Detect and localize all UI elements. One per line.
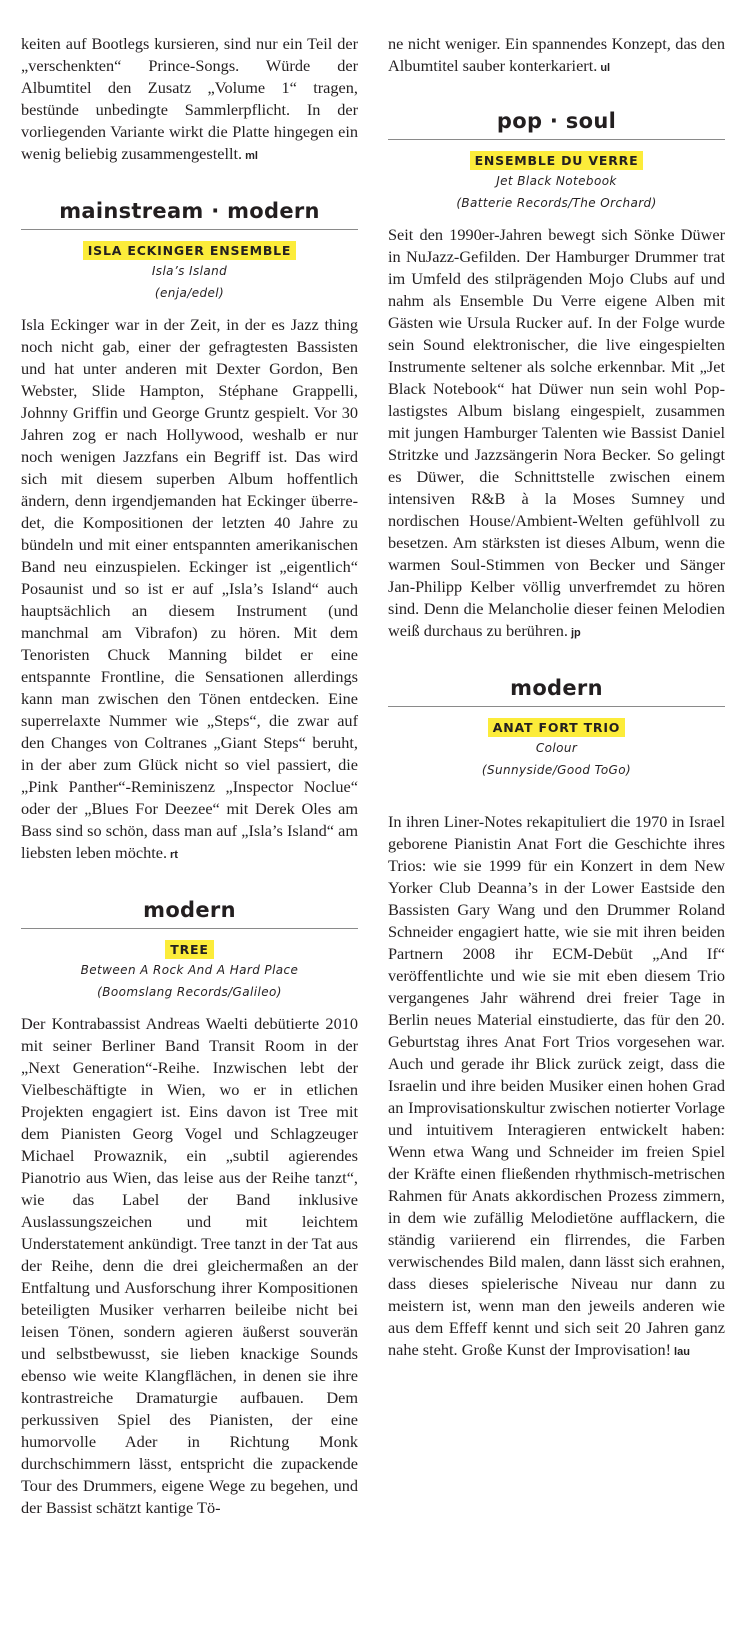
record-label: (Batterie Records/The Orchard): [456, 196, 657, 210]
album-title: Colour: [535, 741, 578, 755]
record-label: (enja/edel): [154, 286, 225, 300]
review-text: Isla Eckinger war in der Zeit, in der es Jazz thing noch nicht gab, einer der gefragtesten Bassisten und hat unter anderen mit Dexter Gordon, Ben Webster, Slide Hampton, Stéphane Grappelli, Johnny Griffin und George Gruntz gespielt. Vor 30 Jahren zog er nach Hollywood, weshalb er nur noch wenigen Jazzfans ein Begriff ist. Das wird sich mit diesem superben Album hoffentlich ändern, denn irgendjemanden hat Eckinger überredet, die Kompositionen der letzten 40 Jahre zu bündeln und mit einer entspannten amerikanischen Band neu einzuspielen. Eckinger ist „eigentlich“ Posaunist und so ist er auf „Isla’s Island“ auch hauptsächlich an diesem Instrument (und manchmal am Vibrafon) zu hören. Mit dem Tenoristen Chuck Manning bildet er eine entspannte Frontline, die Sensationen allerdings kann man zwischen den Tönen entdecken. Eine superrelaxte Nummer wie „Steps“, die zwar auf den Changes von Coltranes „Giant Steps“ beruht, in der aber zum Glück nicht so viel passiert, die „Pink Panther“-Reminiszenz „Inspector Noclue“ oder der „Blues For Deezee“ mit Derek Oles am Bass sind so schön, dass man auf „Isla’s Island“ am liebsten leben möchte.: [21, 315, 358, 862]
section-heading: pop · soul: [388, 109, 725, 140]
review-anat-fort-trio: [388, 676, 725, 1363]
review-continuation: [21, 33, 358, 167]
author-initials: jp: [570, 627, 581, 639]
album-title: Isla’s Island: [151, 264, 228, 278]
review-text: ne nicht weniger. Ein spannendes Konzept, das den Albumtitel sauber konterkariert.: [388, 34, 725, 75]
artist-name: ISLA ECKINGER ENSEMBLE: [83, 241, 297, 260]
review-body: [388, 224, 725, 644]
section-heading: modern: [388, 676, 725, 707]
author-initials: rt: [170, 849, 178, 861]
review-body: [21, 314, 358, 866]
author-initials: lau: [674, 1346, 690, 1358]
review-continuation: [388, 33, 725, 79]
right-column: [388, 0, 725, 1363]
review-ensemble-du-verre: [388, 109, 725, 644]
review-isla-eckinger: [21, 199, 358, 866]
record-label: (Sunnyside/Good ToGo): [481, 763, 632, 777]
album-title: Between A Rock And A Hard Place: [80, 963, 299, 977]
record-label: (Boomslang Records/Galileo): [97, 985, 282, 999]
review-body: [21, 1013, 358, 1519]
review-body: [388, 811, 725, 1363]
section-heading: modern: [21, 898, 358, 929]
author-initials: ul: [600, 62, 611, 74]
artist-name: ANAT FORT TRIO: [488, 718, 625, 737]
review-text: Seit den 1990er-Jahren bewegt sich Sönke Düwer in NuJazz-Gefilden. Der Hamburger Drummer trat im Umfeld des stilprägenden Mojo Clubs auf und nahm als Ensemble Du Verre eigene Alben mit Gästen wie Ursula Rucker auf. In der Folge wurde sein Sound elektronischer, die live eingespielten Instrumente seltener als solche erkennbar. Mit „Jet Black Notebook“ hat Düwer nun sein wohl Pop-lastigstes Album bislang eingespielt, zusammen mit jungen Hamburger Talenten wie Bassist Daniel Stritzke und Jazzsängerin Nora Becker. So gelingt es Düwer, die Schnittstelle zwischen einem intensiven R&B à la Moses Sumney und nordischen House/Ambient-Welten gefühlvoll zu besetzen. Am stärksten ist dieses Album, wenn die warmen Soul-Stimmen von Becker und Sänger Jan-Philipp Kelber völlig unverfremdet zu hören sind. Denn die Melancholie dieser feinen Melodien weiß durchaus zu berühren.: [388, 225, 725, 640]
review-text: keiten auf Bootlegs kursieren, sind nur ein Teil der „verschenkten“ Prince-Songs. Würde der Albumtitel den Zusatz „Volume 1“ tragen, bestünde unbedingte Sammlerpflicht. In der vorliegenden Variante wirkt die Platte hingegen ein wenig beliebig zusammengestellt.: [21, 34, 358, 163]
artist-name: ENSEMBLE DU VERRE: [470, 151, 644, 170]
review-tree: [21, 898, 358, 1519]
left-column: [21, 0, 358, 1519]
review-text: In ihren Liner-Notes rekapituliert die 1970 in Israel geborene Pianistin Anat Fort die Geschichte ihres Trios: wie sie 1999 für ein Konzert in dem New Yorker Club Deanna’s in der Lower Eastside den Bassisten Gary Wang und den Drummer Roland Schneider engagiert hatte, wie sie mit ihren beiden Partnern 2008 ihr ECM-Debüt „And If“ veröffentlichte und wie sie mit eben diesem Trio vergangenes Jahr während drei freier Tage in Berlin neues Material einstudierte, das für den 20. Geburtstag ihres Anat Fort Trios vorgesehen war. Auch und gerade ihr Blick zurück zeigt, dass die Israelin und ihre beiden Musiker einen hohen Grad an Improvisationskultur zwischen notierter Vorlage und intuitivem Interagieren entwickelt haben: Wenn etwa Wang und Schneider im freien Spiel der Kräfte einen fließenden rhythmisch-metrischen Rahmen für Anats akkordischen Prozess zimmern, in dem wie zufällig Melodietöne aufflackern, die ständig variierend ein flirrendes, die Farben verwischendes Bild malen, dann lässt sich erahnen, dass dieses spielerische Niveau nur dann zu meistern ist, wenn man den jeweils anderen wie aus dem Effeff kennt und sich seit 20 Jahren ganz nahe steht. Große Kunst der Improvisation!: [388, 812, 725, 1359]
review-text: Der Kontrabassist Andreas Waelti debütierte 2010 mit seiner Berliner Band Transit Room in der „Next Generation“-Reihe. Inzwischen lebt der Vielbeschäftigte in Wien, wo er in etlichen Projekten engagiert ist. Eins davon ist Tree mit dem Pianisten Georg Vogel und Schlagzeuger Michael Prowaznik, ein „subtil agierendes Pianotrio aus Wien, das leise aus der Reihe tanzt“, wie das Label der Band inklusive Auslassungszeichen und mit leichtem Understatement ankündigt. Tree tanzt in der Tat aus der Reihe, denn die drei gleichermaßen an der Entfaltung und Ausforschung ihrer Kompositionen beteiligten Musiker verharren beileibe nicht bei leisen Tönen, sondern agieren äußerst souverän und selbstbewusst, sie lieben knackige Sounds ebenso wie weite Klangflächen, in denen sie ihre kontrastreiche Dramaturgie aufbauen. Dem perkussiven Spiel des Pianisten, der eine humorvolle Ader in Richtung Monk durchschimmern lässt, entspricht die zupackende Tour des Drummers, eigene Wege zu begehen, und der Bassist schätzt kantige Tö-: [21, 1014, 358, 1517]
artist-name: TREE: [165, 940, 213, 959]
author-initials: ml: [245, 150, 258, 162]
section-heading: mainstream · modern: [21, 199, 358, 230]
album-title: Jet Black Notebook: [496, 174, 617, 188]
